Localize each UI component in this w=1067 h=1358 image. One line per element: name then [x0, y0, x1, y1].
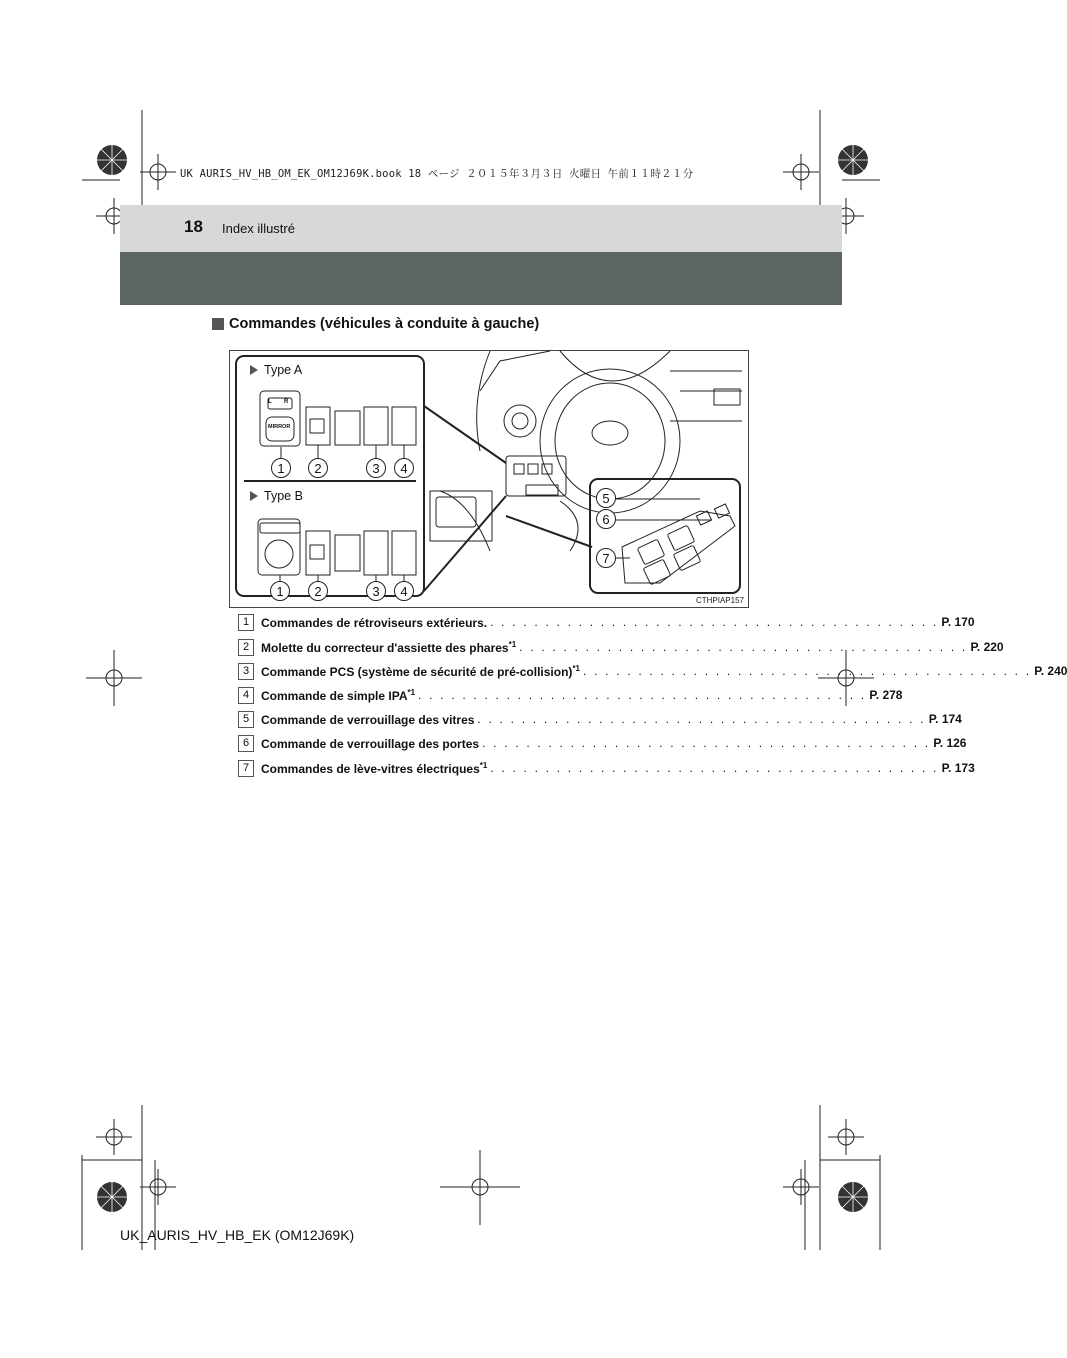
triangle-bullet-icon — [250, 365, 258, 375]
page-reference[interactable]: P. 220 — [970, 640, 1004, 654]
callout-a-4: 4 — [394, 458, 414, 478]
page-reference[interactable]: P. 278 — [869, 688, 903, 702]
callout-5: 5 — [596, 488, 616, 508]
page-reference[interactable]: P. 170 — [941, 615, 975, 629]
list-item: 2 Molette du correcteur d'assiette des phares$^{*1}$ . . . . . . . . . . . . . . . . . . . . . . . . . . . . . . . . . . . . . . . . . P. 220 — [238, 637, 724, 657]
callout-a-1: 1 — [271, 458, 291, 478]
list-item: 5 Commande de verrouillage des vitres . . . . . . . . . . . . . . . . . . . . . . . . . . . . . . . . . . . . . . . . . P. 174 — [238, 709, 724, 729]
dashboard-drawing — [230, 351, 750, 609]
mirror-label: MIRROR — [268, 424, 291, 430]
figure-code: CTHPIAP157 — [695, 596, 744, 605]
callout-a-3: 3 — [366, 458, 386, 478]
page-reference[interactable]: P. 174 — [928, 712, 962, 726]
callout-a-2: 2 — [308, 458, 328, 478]
callout-b-2: 2 — [308, 581, 328, 601]
page-reference[interactable]: P. 173 — [941, 761, 975, 775]
section-title — [212, 316, 539, 332]
footer-manual-code: UK_AURIS_HV_HB_EK (OM12J69K) — [120, 1227, 355, 1243]
type-a-label: Type A — [250, 363, 302, 377]
section-name: Index illustré — [222, 221, 295, 236]
square-bullet-icon — [212, 318, 224, 330]
controls-illustration — [229, 350, 749, 608]
book-info-line: UK AURIS_HV_HB_OM_EK_OM12J69K.book 18 ページ ２０１５年３月３日 火曜日 午前１１時２１分 — [180, 168, 694, 180]
triangle-bullet-icon — [250, 491, 258, 501]
type-b-label: Type B — [250, 489, 303, 503]
page-reference[interactable]: P. 240 — [1034, 664, 1067, 678]
page-number: 18 — [184, 217, 203, 236]
header-band — [120, 252, 842, 305]
list-item: 7 Commandes de lève-vitres électriques$^{*1}$ . . . . . . . . . . . . . . . . . . . . . . . . . . . . . . . . . . . . . . . . . P. 173 — [238, 758, 724, 778]
list-item: 1 Commandes de rétroviseurs extérieurs. . . . . . . . . . . . . . . . . . . . . . . . . . . . . . . . . . . . . . . . . . P. 170 — [238, 612, 724, 632]
section-title-text: Commandes (véhicules à conduite à gauche) — [229, 316, 540, 332]
mirror-switch-r: R — [284, 399, 289, 405]
callout-b-1: 1 — [270, 581, 290, 601]
list-item: 3 Commande PCS (système de sécurité de pré-collision)$^{*1}$ . . . . . . . . . . . . . . . . . . . . . . . . . . . . . . . . . . . . . . . . . P. 240 — [238, 661, 724, 681]
callout-b-4: 4 — [394, 581, 414, 601]
callout-b-3: 3 — [366, 581, 386, 601]
list-item: 4 Commande de simple IPA$^{*1}$ . . . . . . . . . . . . . . . . . . . . . . . . . . . . . . . . . . . . . . . . . P. 278 — [238, 685, 724, 705]
list-item: 6 Commande de verrouillage des portes . . . . . . . . . . . . . . . . . . . . . . . . . . . . . . . . . . . . . . . . . P. 126 — [238, 733, 724, 753]
mirror-switch-l: L — [268, 399, 272, 405]
page-reference[interactable]: P. 126 — [933, 736, 967, 750]
callout-7: 7 — [596, 548, 616, 568]
callout-6: 6 — [596, 509, 616, 529]
